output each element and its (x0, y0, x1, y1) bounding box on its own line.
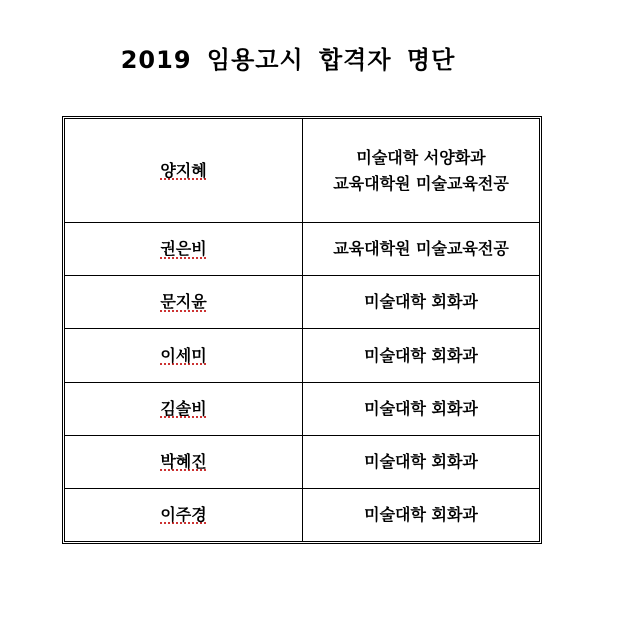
student-name: 권은비 (160, 239, 207, 259)
name-cell (65, 488, 303, 541)
table-row (65, 223, 540, 276)
student-name: 문지윤 (160, 292, 207, 312)
table-row (65, 488, 540, 541)
table-row (65, 382, 540, 435)
name-cell (65, 382, 303, 435)
department-cell (303, 382, 540, 435)
name-cell (65, 435, 303, 488)
table-row (65, 435, 540, 488)
department-cell (303, 488, 540, 541)
department-line: 미술대학 회화과 (364, 504, 478, 524)
student-name: 이세미 (160, 345, 207, 365)
department-line: 미술대학 회화과 (364, 451, 478, 471)
department-cell (303, 435, 540, 488)
department-line: 미술대학 서양화과 (356, 147, 486, 167)
department-line: 미술대학 회화과 (364, 292, 478, 312)
department-cell (303, 119, 540, 223)
table-row (65, 276, 540, 329)
name-cell (65, 119, 303, 223)
department-cell (303, 223, 540, 276)
department-cell (303, 329, 540, 382)
name-cell (65, 329, 303, 382)
department-line: 교육대학원 미술교육전공 (333, 239, 509, 259)
student-name: 김솔비 (160, 398, 207, 418)
department-line: 미술대학 회화과 (364, 398, 478, 418)
student-name: 양지혜 (160, 160, 207, 180)
department-line: 교육대학원 미술교육전공 (333, 173, 509, 193)
name-cell (65, 223, 303, 276)
name-cell (65, 276, 303, 329)
roster-table (64, 118, 540, 542)
department-line: 미술대학 회화과 (364, 345, 478, 365)
roster-table-frame (62, 116, 542, 544)
student-name: 박혜진 (160, 451, 207, 471)
table-row (65, 119, 540, 223)
page-title: 2019 임용고시 합격자 명단 (120, 46, 456, 74)
table-row (65, 329, 540, 382)
student-name: 이주경 (160, 504, 207, 524)
department-cell (303, 276, 540, 329)
